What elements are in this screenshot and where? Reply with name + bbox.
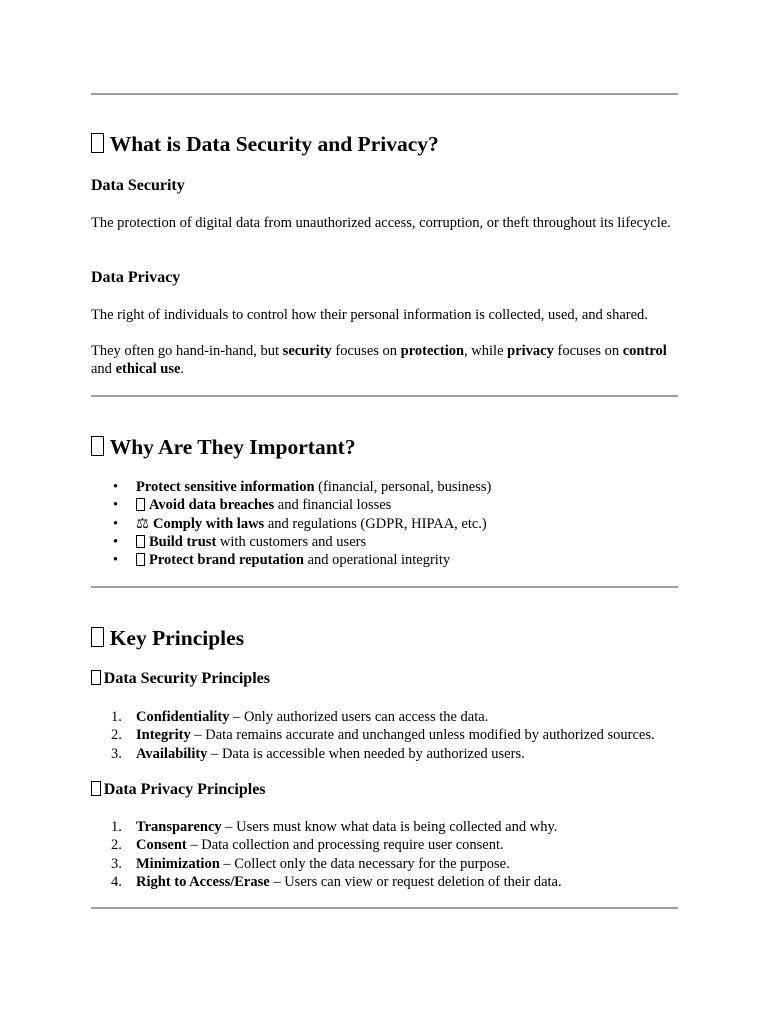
privacy-principles-list: [91, 818, 562, 891]
subheading-data-privacy: Data Privacy: [91, 269, 181, 286]
list-item: 2. Integrity – Data remains accurate and unchanged unless modified by authorized sources.: [111, 727, 655, 744]
missing-glyph-icon: [91, 133, 104, 153]
list-item: • Build trust with customers and users: [91, 533, 491, 551]
divider: [91, 907, 678, 909]
paragraph-data-security: The protection of digital data from unauthorized access, corruption, or theft throughout its lifecycle.: [91, 215, 671, 231]
subheading-data-security: Data Security: [91, 177, 185, 194]
list-item: • Protect brand reputation and operational integrity: [91, 551, 491, 569]
list-item: 1. Transparency – Users must know what data is being collected and why.: [111, 819, 558, 835]
missing-glyph-icon: [91, 436, 104, 456]
list-item: 3. Minimization – Collect only the data necessary for the purpose.: [111, 855, 510, 872]
subheading-security-principles: Data Security Principles: [91, 669, 270, 689]
section-heading-what-is: What is Data Security and Privacy?: [91, 131, 439, 157]
missing-glyph-icon: [136, 498, 145, 511]
missing-glyph-icon: [136, 535, 145, 548]
divider: [91, 586, 678, 588]
list-item: • Avoid data breaches and financial losses: [91, 496, 491, 514]
subheading-privacy-principles: Data Privacy Principles: [91, 780, 266, 800]
importance-list: [91, 478, 491, 569]
section-heading-key-principles: Key Principles: [91, 625, 244, 651]
list-item: • Protect sensitive information (financial, personal, business): [91, 478, 491, 496]
missing-glyph-icon: [91, 670, 101, 684]
list-item: 3. Availability – Data is accessible when needed by authorized users.: [111, 745, 525, 762]
security-principles-list: [91, 708, 655, 763]
list-item: • ⚖ Comply with laws and regulations (GDPR, HIPAA, etc.): [91, 515, 491, 533]
paragraph-data-privacy: The right of individuals to control how their personal information is collected, used, and shared.: [91, 307, 648, 323]
divider: [91, 93, 678, 95]
list-item: 1. Confidentiality – Only authorized users can access the data.: [111, 709, 489, 725]
list-item: 2. Consent – Data collection and processing require user consent.: [111, 837, 504, 854]
paragraph-summary: They often go hand-in-hand, but security focuses on protection, while privacy focuses on control and ethical use.: [91, 343, 667, 377]
scales-icon: ⚖: [136, 515, 149, 532]
missing-glyph-icon: [136, 553, 145, 566]
missing-glyph-icon: [91, 627, 104, 647]
list-item: 4. Right to Access/Erase – Users can view or request deletion of their data.: [111, 873, 562, 890]
missing-glyph-icon: [91, 781, 101, 795]
divider: [91, 395, 678, 397]
section-heading-why-important: Why Are They Important?: [91, 434, 356, 460]
